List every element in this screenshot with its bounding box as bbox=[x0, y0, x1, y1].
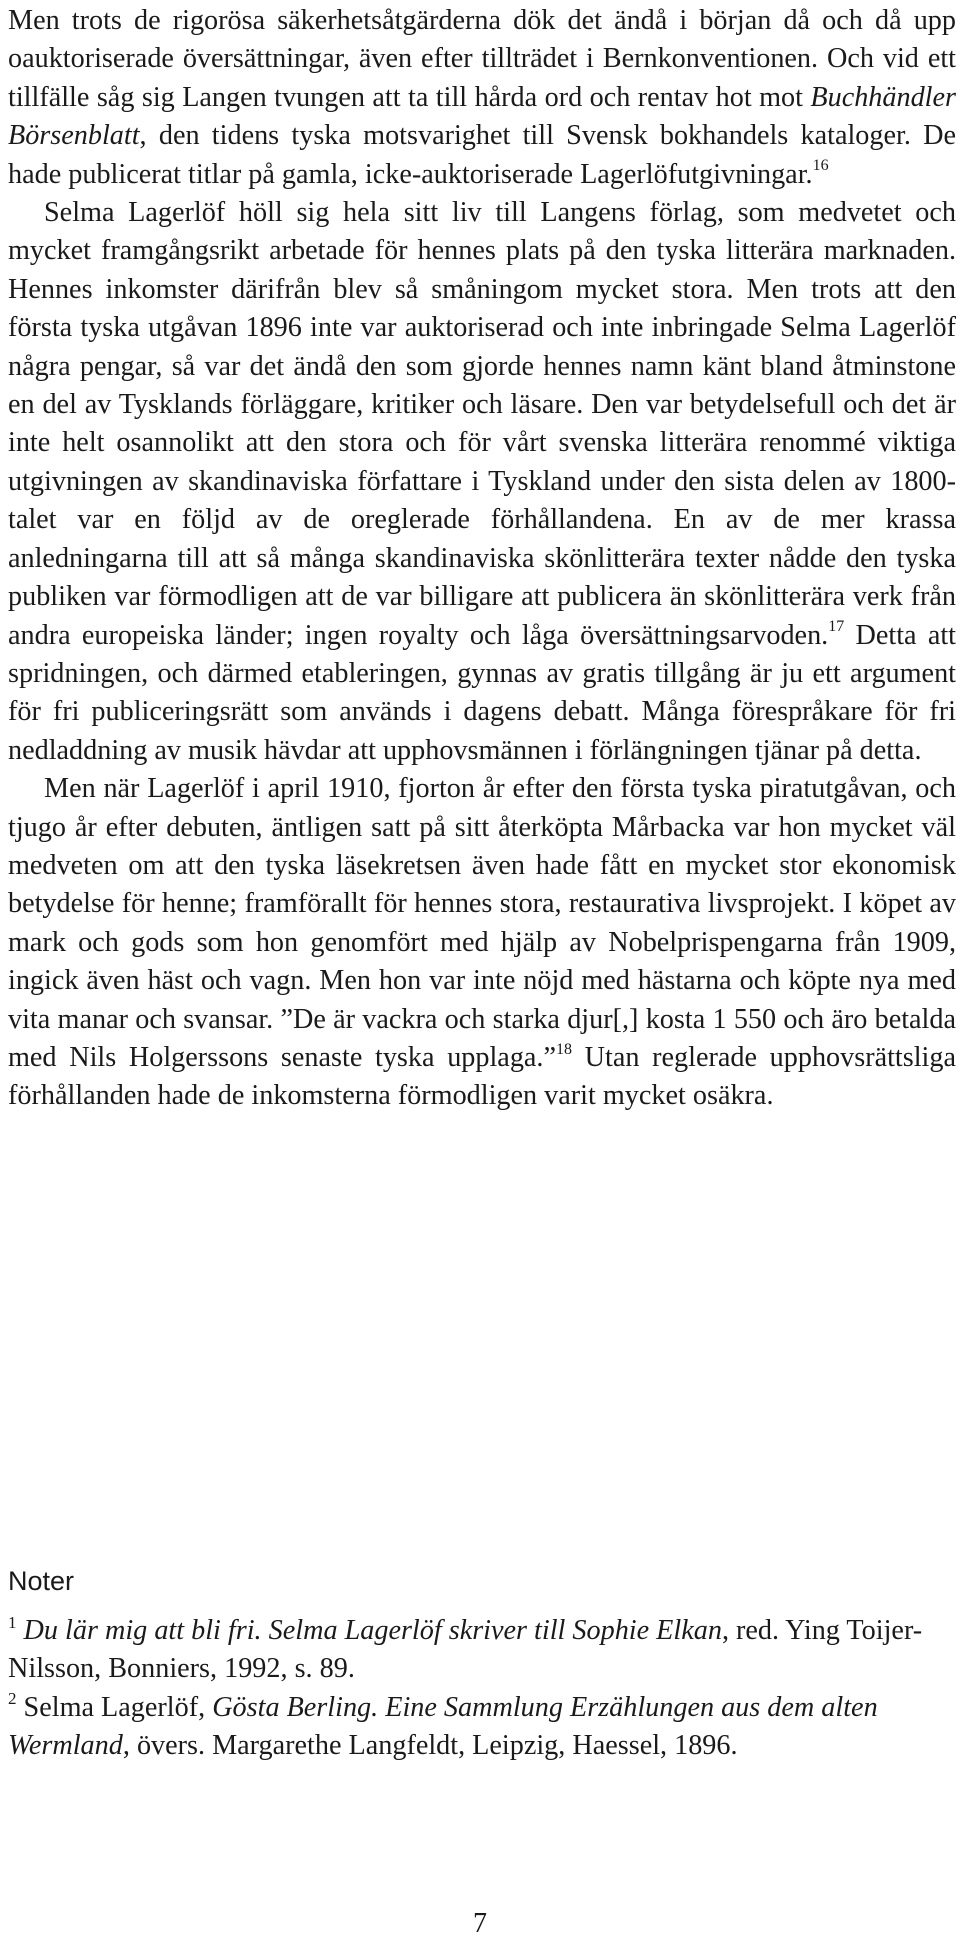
notes-section bbox=[8, 1564, 956, 1766]
note-1-number: 1 bbox=[8, 1612, 17, 1632]
body-text bbox=[8, 0, 956, 1116]
note-2-author: Selma Lagerlöf, bbox=[16, 1691, 213, 1723]
note-1-title-italic: Du lär mig att bli fri. Selma Lagerlöf skriver till Sophie Elkan bbox=[23, 1615, 722, 1646]
note-1 bbox=[8, 1612, 956, 1689]
notes-heading: Noter bbox=[8, 1566, 75, 1596]
footnote-ref-18: 18 bbox=[555, 1040, 572, 1058]
paragraph-1-title-italic: Buchhändler Börsenblatt bbox=[8, 81, 956, 152]
note-2-details: , övers. Margarethe Langfeldt, Leipzig, Haessel, 1896. bbox=[122, 1730, 738, 1762]
page-number: 7 bbox=[473, 1908, 487, 1939]
paragraph-1 bbox=[8, 0, 956, 194]
footnote-ref-17: 17 bbox=[828, 618, 845, 636]
paragraph-1-text-b: , den tidens tyska motsvarighet till Svensk bokhandels kataloger. De hade publicerat titlar på gamla, icke-auktoriserade Lagerlöfutgivningar. bbox=[8, 120, 956, 190]
paragraph-3 bbox=[8, 770, 956, 1116]
paragraph-2-text-a: Selma Lagerlöf höll sig hela sitt liv till Langens förlag, som medvetet och mycket framgångsrikt arbetade för hennes plats på den tyska litterära marknaden. Hennes inkomster därifrån blev så småningom mycket stora. Men trots att den första tyska utgåvan 1896 inte var auktoriserad och inte inbringade Selma Lagerlöf några pengar, så var det ändå den som gjorde hennes namn känt bland åtminstone en del av Tysklands förläggare, kritiker och läsare. Den var betydelsefull och det är inte helt osannolikt att den stora och för vårt svenska litterära renommé viktiga utgivningen av skandinaviska författare i Tyskland under den sista delen av 1800-talet var en följd av de oreglerade förhållandena. En av de mer krassa anledningarna till att så många skandinaviska skönlitterära texter nådde den tyska publiken var förmodligen att de var billigare att publicera än skönlitterära verk från andra europeiska länder; ingen royalty och låga översättningsarvoden. bbox=[8, 197, 956, 651]
note-2-number: 2 bbox=[8, 1689, 17, 1709]
note-2 bbox=[8, 1689, 956, 1766]
paragraph-2-text-b: Detta att spridningen, och därmed etableringen, gynnas av gratis tillgång är ju ett argument för fri publiceringsrätt som används i dagens debatt. Många förespråkare för fri nedladdning av musik hävdar att upphovsmännen i förlängningen tjänar på detta. bbox=[8, 619, 957, 766]
footnote-ref-16: 16 bbox=[812, 157, 829, 175]
note-2-title-italic: Gösta Berling. Eine Sammlung Erzählungen aus dem alten Wermland bbox=[8, 1691, 878, 1762]
paragraph-3-text-a: Men när Lagerlöf i april 1910, fjorton år efter den första tyska piratutgåvan, och tjugo år efter debuten, äntligen satt på sitt återköpta Mårbacka var hon mycket väl medveten om att den tyska läsekretsen även hade fått en mycket stor ekonomisk betydelse för henne; framförallt för hennes stora, restaurativa livsprojekt. I köpet av mark och gods som hon genomfört med hjälp av Nobelprispengarna från 1909, ingick även häst och vagn. Men hon var inte nöjd med hästarna och köpte nya med vita manar och svansar. ”De är vackra och starka djur[,] kosta 1 550 och äro betalda med Nils Holgerssons senaste tyska upplaga.” bbox=[8, 773, 956, 1073]
paragraph-3-text-b: Utan reglerade upphovsrättsliga förhållanden hade de inkomsterna förmodligen varit mycket osäkra. bbox=[8, 1041, 956, 1112]
paragraph-2 bbox=[8, 194, 956, 770]
paragraph-1-text-a: Men trots de rigorösa säkerhetsåtgärderna dök det ändå i början då och då upp oauktoriserade översättningar, även efter tillträdet i Bernkonventionen. Och vid ett tillfälle såg sig Langen tvungen att ta till hårda ord och rentav hot mot bbox=[8, 5, 956, 113]
note-1-details: , red. Ying Toijer-Nilsson, Bonniers, 1992, s. 89. bbox=[8, 1615, 923, 1685]
